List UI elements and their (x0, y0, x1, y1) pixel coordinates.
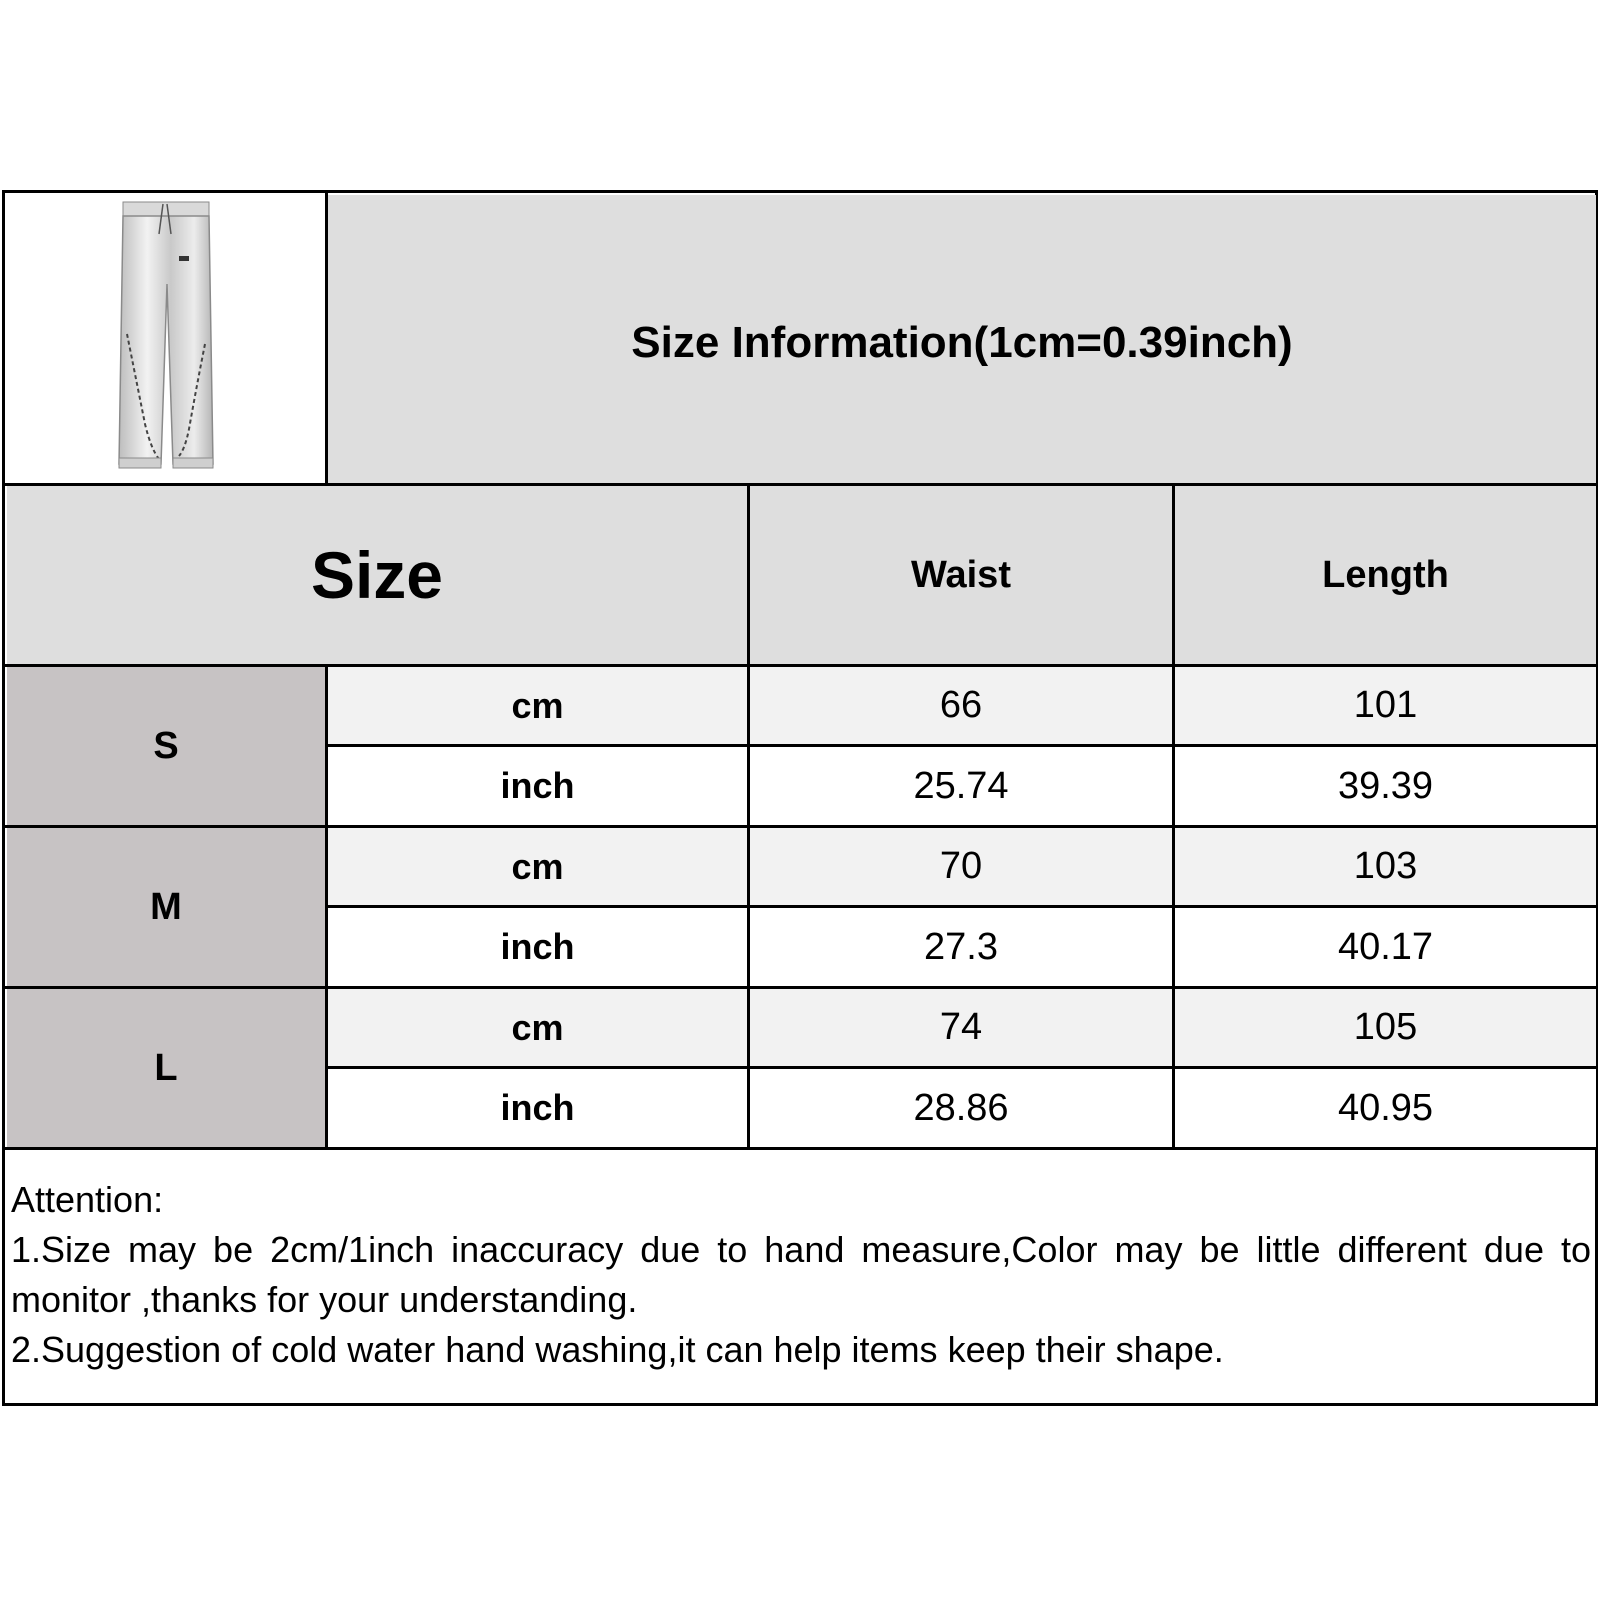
unit-cell (328, 1069, 747, 1147)
header-size (7, 486, 747, 664)
grid-line (5, 986, 1598, 989)
header-length (1175, 486, 1596, 664)
grid-line (5, 1147, 1598, 1150)
header-waist (750, 486, 1172, 664)
pants-icon (101, 194, 231, 484)
unit-text: inch (500, 765, 575, 806)
size-label-s (7, 667, 325, 825)
length-value-text: 105 (1353, 1006, 1418, 1048)
unit-text: cm (511, 845, 564, 887)
length-value-text: 40.17 (1337, 925, 1434, 968)
length-value-text: 39.39 (1337, 764, 1434, 807)
grid-line (5, 483, 1598, 486)
waist-value-text: 28.86 (913, 1086, 1009, 1129)
grid-line (325, 905, 1598, 908)
unit-text: inch (500, 926, 575, 967)
unit-text: cm (511, 1006, 564, 1048)
grid-line (1172, 483, 1175, 1150)
header-size-text: Size (310, 538, 444, 612)
grid-line (325, 193, 328, 486)
size-l-text: L (154, 1046, 178, 1089)
header-length-text: Length (1322, 553, 1449, 596)
unit-text: inch (500, 1087, 575, 1128)
attention-note-1: 1.Size may be 2cm/1inch inaccuracy due to hand measure,Color may be little different due to monitor ,thanks for your understanding. (11, 1229, 1591, 1320)
unit-cell (328, 989, 747, 1066)
grid-line (325, 1066, 1598, 1069)
unit-cell (328, 908, 747, 986)
waist-value-text: 27.3 (924, 925, 998, 968)
grid-line (747, 483, 750, 1150)
waist-value-text: 66 (939, 684, 983, 726)
size-chart (2, 190, 1598, 1406)
grid-line (5, 664, 1598, 667)
chart-title (328, 195, 1596, 483)
length-value (1175, 1069, 1596, 1147)
waist-value-text: 70 (939, 845, 983, 887)
chart-title-text: Size Information(1cm=0.39inch) (631, 318, 1293, 367)
size-label-m (7, 828, 325, 986)
size-m-text: M (150, 885, 182, 928)
size-s-text: S (153, 724, 179, 767)
header-waist-text: Waist (911, 553, 1011, 596)
waist-value-text: 25.74 (913, 764, 1009, 807)
unit-cell (328, 667, 747, 744)
length-value (1175, 908, 1596, 986)
waist-value (750, 667, 1172, 744)
waist-value (750, 828, 1172, 905)
waist-value (750, 989, 1172, 1066)
length-value (1175, 667, 1596, 744)
length-value-text: 103 (1353, 845, 1418, 887)
length-value (1175, 989, 1596, 1066)
product-image-cell (7, 195, 325, 483)
length-value-text: 40.95 (1337, 1086, 1434, 1129)
unit-text: cm (511, 684, 564, 726)
unit-cell (328, 828, 747, 905)
attention-note-2: 2.Suggestion of cold water hand washing,it can help items keep their shape. (11, 1329, 1224, 1370)
length-value-text: 101 (1353, 684, 1418, 726)
attention-heading: Attention: (11, 1179, 164, 1220)
grid-line (325, 744, 1598, 747)
waist-value (750, 908, 1172, 986)
waist-value (750, 747, 1172, 825)
unit-cell (328, 747, 747, 825)
size-label-l (7, 989, 325, 1147)
grid-line (5, 825, 1598, 828)
waist-value-text: 74 (939, 1006, 983, 1048)
length-value (1175, 747, 1596, 825)
waist-value (750, 1069, 1172, 1147)
attention-notes (11, 1175, 1591, 1375)
length-value (1175, 828, 1596, 905)
